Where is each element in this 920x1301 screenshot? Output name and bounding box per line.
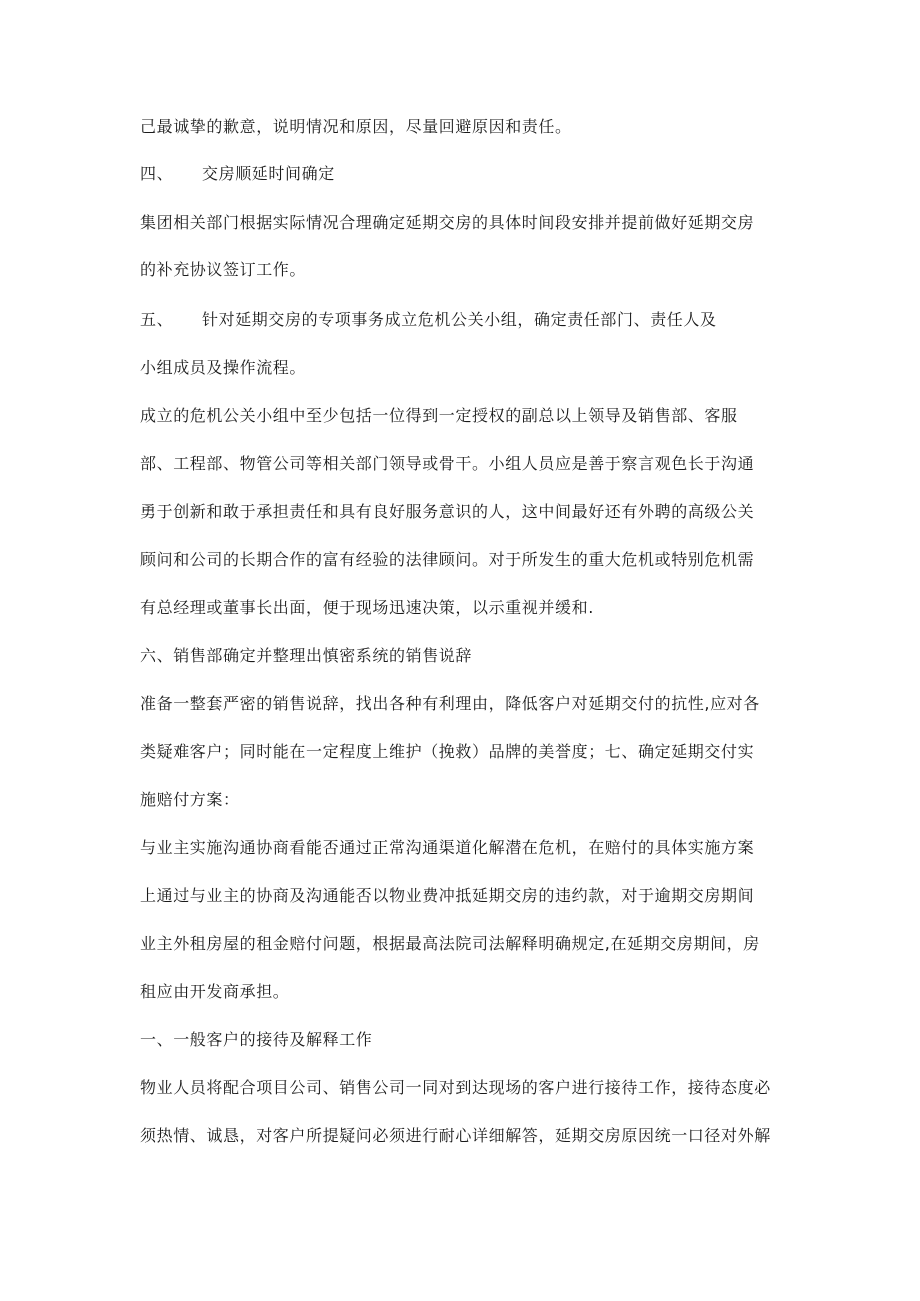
text-line: 小组成员及操作流程。 bbox=[140, 358, 307, 377]
section-heading-five bbox=[140, 310, 717, 330]
heading-text: 针对延期交房的专项事务成立危机公关小组，确定责任部门、责任人及 bbox=[202, 310, 717, 329]
text-line: 勇于创新和敢于承担责任和具有良好服务意识的人，这中间最好还有外聘的高级公关 bbox=[140, 502, 755, 521]
text-line: 与业主实施沟通协商看能否通过正常沟通渠道化解潜在危机，在赔付的具体实施方案 bbox=[140, 838, 755, 857]
text-line: 集团相关部门根据实际情况合理确定延期交房的具体时间段安排并提前做好延期交房 bbox=[140, 213, 755, 232]
text-line: 的补充协议签订工作。 bbox=[140, 260, 307, 279]
text-line: 类疑难客户；同时能在一定程度上维护（挽救）品牌的美誉度；七、确定延期交付实 bbox=[140, 742, 755, 761]
text-line: 租应由开发商承担。 bbox=[140, 982, 290, 1001]
heading-text: 交房顺延时间确定 bbox=[202, 164, 335, 183]
text-line: 施赔付方案： bbox=[140, 790, 240, 809]
text-line: 上通过与业主的协商及沟通能否以物业费冲抵延期交房的违约款，对于逾期交房期间 bbox=[140, 886, 755, 905]
section-heading-four bbox=[140, 164, 335, 184]
text-line: 成立的危机公关小组中至少包括一位得到一定授权的副总以上领导及销售部、客服 bbox=[140, 406, 738, 425]
text-line: 业主外租房屋的租金赔付问题，根据最高法院司法解释明确规定,在延期交房期间，房 bbox=[140, 934, 760, 953]
text-line: 准备一整套严密的销售说辞，找出各种有利理由，降低客户对延期交付的抗性,应对各 bbox=[140, 694, 760, 713]
heading-number: 四、 bbox=[140, 164, 174, 183]
heading-number: 五、 bbox=[140, 310, 174, 329]
text-line: 己最诚挚的歉意，说明情况和原因，尽量回避原因和责任。 bbox=[140, 117, 572, 136]
text-line: 物业人员将配合项目公司、销售公司一同对到达现场的客户进行接待工作，接待态度必 bbox=[140, 1078, 771, 1097]
text-line: 有总经理或董事长出面，便于现场迅速决策，以示重视并缓和. bbox=[140, 598, 594, 617]
section-heading-six: 六、销售部确定并整理出慎密系统的销售说辞 bbox=[140, 646, 473, 665]
text-line: 顾问和公司的长期合作的富有经验的法律顾问。对于所发生的重大危机或特别危机需 bbox=[140, 550, 755, 569]
text-line: 须热情、诚恳，对客户所提疑问必须进行耐心详细解答，延期交房原因统一口径对外解 bbox=[140, 1126, 771, 1145]
section-heading-one: 一、一般客户的接待及解释工作 bbox=[140, 1030, 373, 1049]
text-line: 部、工程部、物管公司等相关部门领导或骨干。小组人员应是善于察言观色长于沟通 bbox=[140, 454, 755, 473]
